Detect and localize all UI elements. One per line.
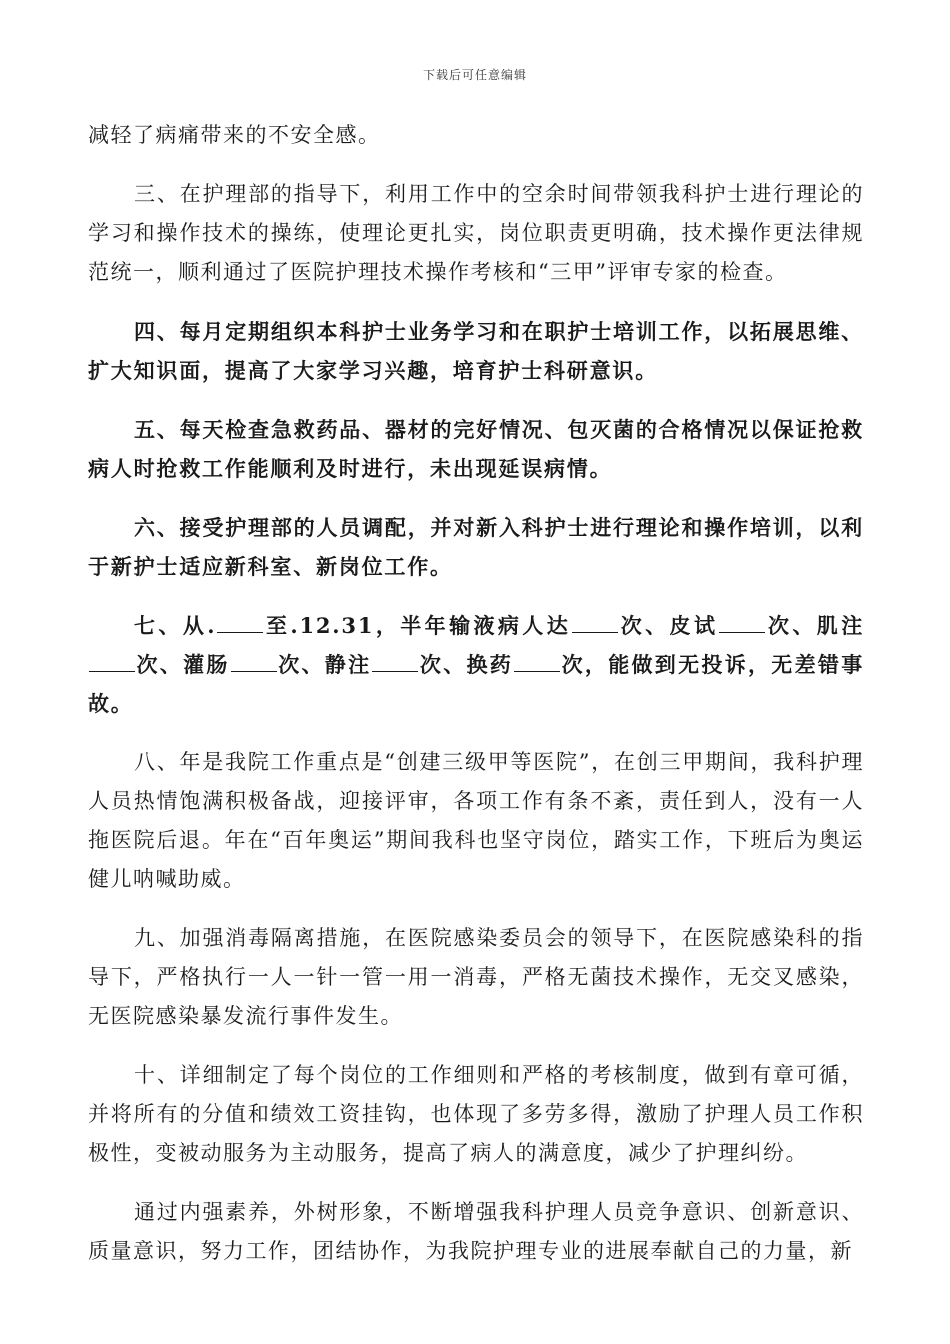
fill-blank xyxy=(231,649,277,672)
fill-blank xyxy=(719,610,765,633)
paragraph-continuation: 减轻了病痛带来的不安全感。 xyxy=(88,123,381,147)
paragraph-7-segment: 次、静注 xyxy=(277,652,372,677)
paragraph-9: 九、加强消毒隔离措施，在医院感染委员会的领导下，在医院感染科的指导下，严格执行一人一针一管一用一消毒，严格无菌技术操作，无交叉感染，无医院感染暴发流行事件发生。 xyxy=(88,926,864,1028)
fill-blank xyxy=(89,649,135,672)
paragraph-10: 十、详细制定了每个岗位的工作细则和严格的考核制度，做到有章可循，并将所有的分值和绩效工资挂钩，也体现了多劳多得，激励了护理人员工作积极性，变被动服务为主动服务，提高了病人的满意度，减少了护理纠纷。 xyxy=(88,1063,864,1165)
paragraph-7-segment: 次、换药 xyxy=(419,652,514,677)
paragraph-7 xyxy=(88,606,864,723)
fill-blank xyxy=(514,649,560,672)
document-body xyxy=(88,116,864,1291)
paragraph-8: 八、年是我院工作重点是“创建三级甲等医院”，在创三甲期间，我科护理人员热情饱满积极备战，迎接评审，各项工作有条不紊，责任到人，没有一人拖医院后退。年在“百年奥运”期间我科也坚守岗位，踏实工作，下班后为奥运健儿呐喊助威。 xyxy=(88,750,864,891)
paragraph-3: 三、在护理部的指导下，利用工作中的空余时间带领我科护士进行理论的学习和操作技术的操练，使理论更扎实，岗位职责更明确，技术操作更法律规范统一，顺利通过了医院护理技术操作考核和“三甲”评审专家的检查。 xyxy=(88,182,864,284)
page-header: 下载后可任意编辑 xyxy=(422,68,527,82)
paragraph-summary: 通过内强素养，外树形象，不断增强我科护理人员竞争意识、创新意识、质量意识，努力工作，团结协作，为我院护理专业的进展奉献自己的力量，新 xyxy=(88,1200,864,1263)
fill-blank xyxy=(372,649,418,672)
paragraph-7-segment: 七、从. xyxy=(134,613,217,638)
fill-blank xyxy=(572,610,618,633)
paragraph-6: 六、接受护理部的人员调配，并对新入科护士进行理论和操作培训，以利于新护士适应新科室、新岗位工作。 xyxy=(88,515,864,579)
paragraph-7-segment: 次、皮试 xyxy=(619,613,719,638)
paragraph-7-segment: 至.12.31，半年输液病人达 xyxy=(264,613,572,638)
paragraph-7-segment: 次、肌注 xyxy=(766,613,864,638)
paragraph-7-segment: 次，能做到无投诉，无差错事故。 xyxy=(88,652,865,716)
paragraph-5: 五、每天检查急救药品、器材的完好情况、包灭菌的合格情况以保证抢救病人时抢救工作能顺利及时进行，未出现延误病情。 xyxy=(88,417,864,481)
paragraph-7-segment: 次、灌肠 xyxy=(136,652,230,677)
paragraph-4: 四、每月定期组织本科护士业务学习和在职护士培训工作，以拓展思维、扩大知识面，提高了大家学习兴趣，培育护士科研意识。 xyxy=(88,319,864,383)
fill-blank xyxy=(217,610,263,633)
